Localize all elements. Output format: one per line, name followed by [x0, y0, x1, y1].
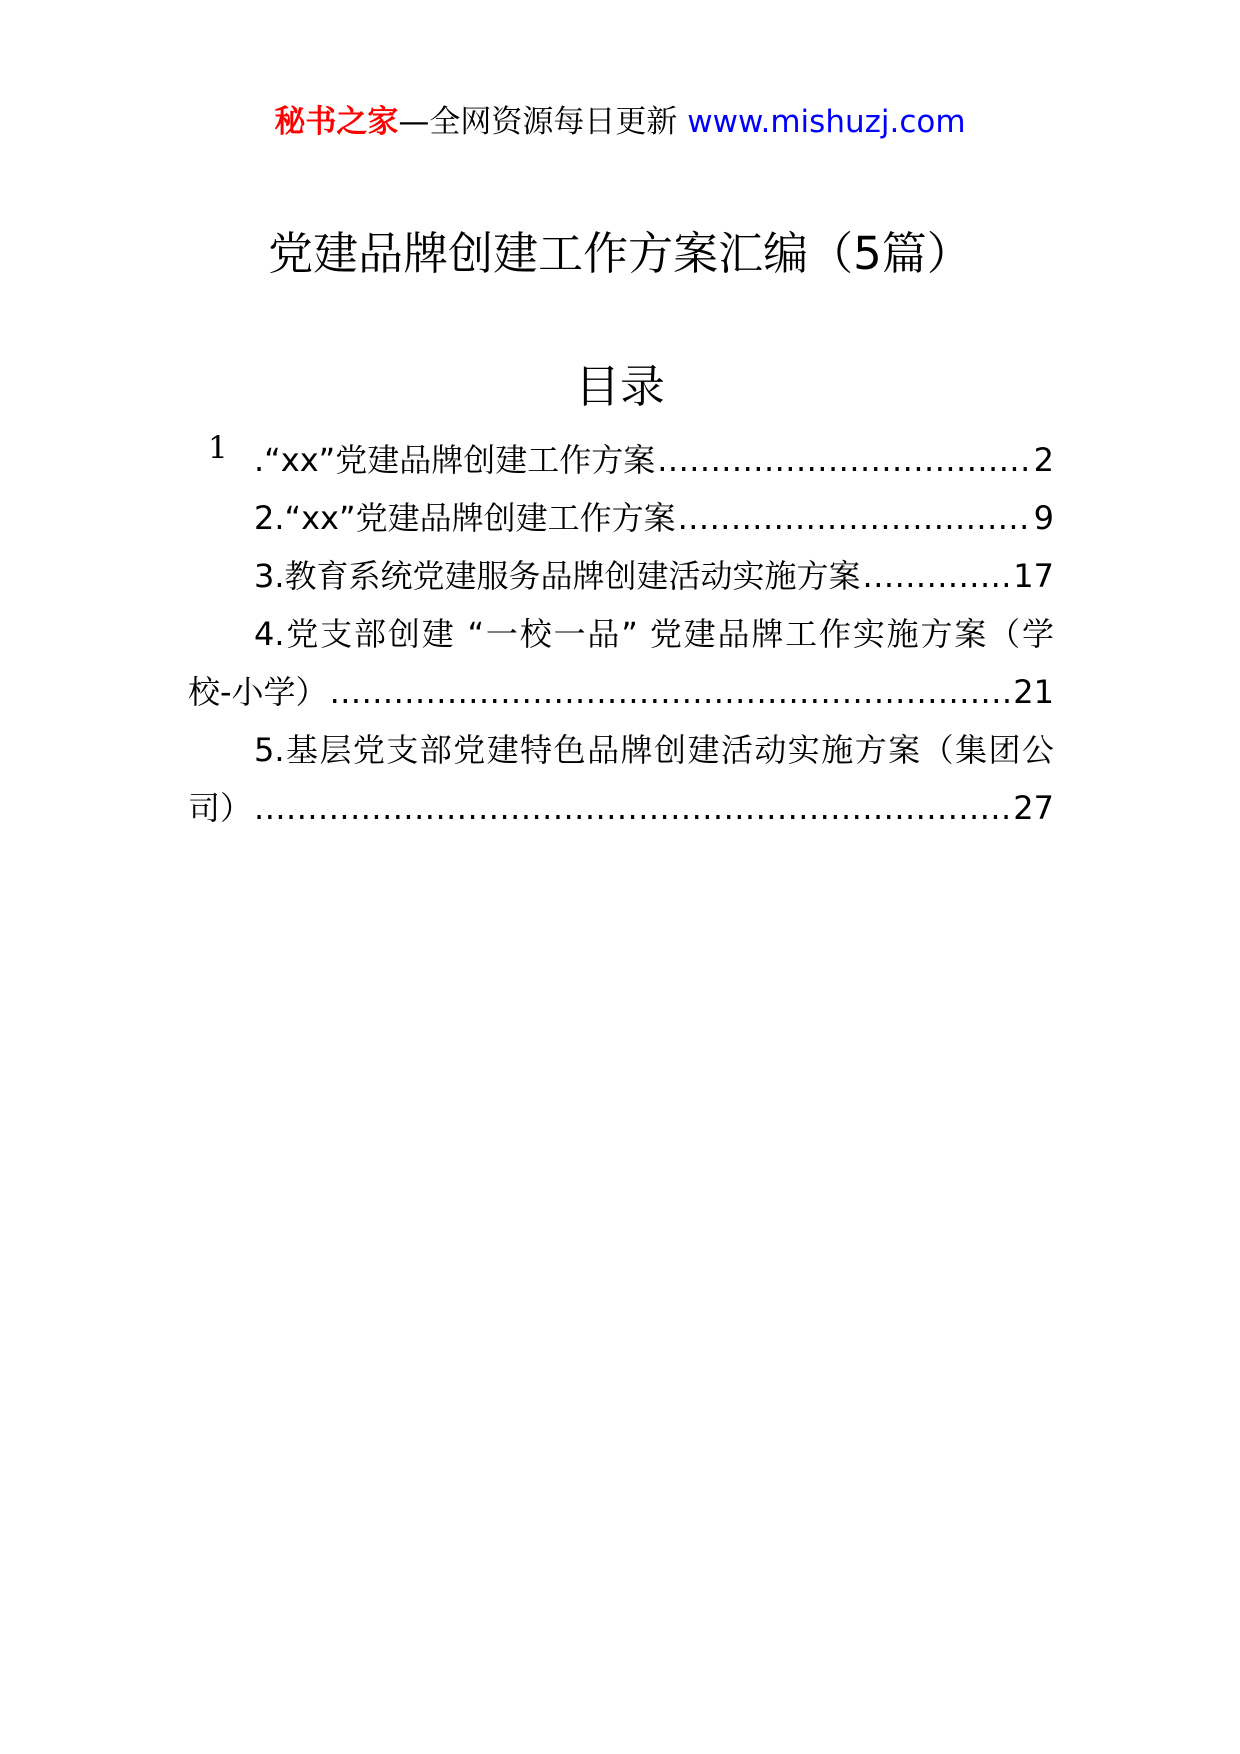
toc-entry-3[interactable]	[254, 554, 1054, 598]
site-header	[0, 100, 1240, 144]
tagline: —全网资源每日更新	[398, 104, 688, 140]
toc-entry-4[interactable]	[254, 612, 1054, 656]
toc-page-number: 9	[1033, 499, 1054, 537]
toc-entry-title: 5.基层党支部党建特色品牌创建活动实施方案（集团公	[254, 731, 1054, 769]
toc-entry-4-continuation[interactable]	[188, 670, 1054, 714]
toc-leader-dots	[330, 670, 1012, 714]
toc-page-number: 17	[1013, 557, 1054, 595]
toc-leader-dots	[657, 438, 1031, 482]
toc-entry-title: 2.“xx”党建品牌创建工作方案	[254, 499, 676, 537]
toc-entry-5-continuation[interactable]	[188, 786, 1054, 830]
toc-page-number: 21	[1013, 673, 1054, 711]
toc-entry-1[interactable]	[254, 438, 1054, 482]
toc-entry-2[interactable]	[254, 496, 1054, 540]
toc-leader-dots	[863, 554, 1012, 598]
toc-entry-title-continued: 司）	[188, 789, 253, 827]
toc-entry-title: 4.党支部创建 “一校一品” 党建品牌工作实施方案（学	[254, 615, 1054, 653]
toc-entry-title: 3.教育系统党建服务品牌创建活动实施方案	[254, 557, 861, 595]
site-url-link[interactable]: www.mishuzj.com	[687, 104, 966, 140]
toc-leader-dots	[254, 786, 1011, 830]
toc-entry-title-continued: 校-小学）	[188, 673, 328, 711]
toc-leader-dots	[678, 496, 1032, 540]
brand-name: 秘书之家	[274, 104, 399, 140]
toc-page-number: 27	[1013, 789, 1054, 827]
stray-number: 1	[208, 430, 228, 466]
toc-heading: 目录	[574, 360, 665, 413]
toc-entry-5[interactable]	[254, 728, 1054, 772]
toc-page-number: 2	[1033, 441, 1054, 479]
document-title: 党建品牌创建工作方案汇编（5篇）	[268, 227, 972, 280]
toc-entry-title: .“xx”党建品牌创建工作方案	[254, 441, 656, 479]
